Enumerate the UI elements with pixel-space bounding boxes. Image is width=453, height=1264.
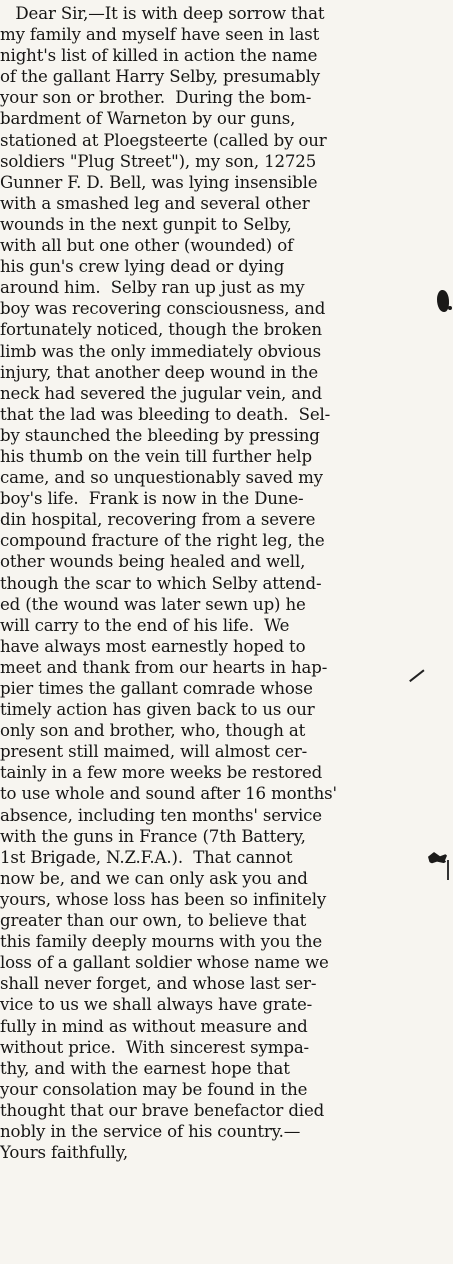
text-line: neck had severed the jugular vein, and [0, 383, 323, 403]
text-line: my family and myself have seen in last [0, 25, 320, 45]
text-line: your son or brother. During the bom- [0, 88, 312, 108]
text-line: timely action has given back to us our [0, 700, 315, 720]
text-line: limb was the only immediately obvious [0, 341, 322, 361]
text-line: vice to us we shall always have grate- [0, 995, 313, 1015]
text-line: 1st Brigade, N.Z.F.A.). That cannot [0, 847, 293, 867]
text-line: thy, and with the earnest hope that [0, 1058, 290, 1078]
text-line: that the lad was bleeding to death. Sel- [0, 404, 331, 424]
text-line: his gun's crew lying dead or dying [0, 257, 285, 277]
text-line: din hospital, recovering from a severe [0, 510, 316, 530]
text-line: other wounds being healed and well, [0, 552, 306, 572]
text-line: fully in mind as without measure and [0, 1016, 308, 1036]
text-line: tainly in a few more weeks be restored [0, 763, 323, 783]
text-line: of the gallant Harry Selby, presumably [0, 67, 321, 87]
text-line: meet and thank from our hearts in hap- [0, 657, 328, 677]
text-line: bardment of Warneton by our guns, [0, 109, 296, 129]
text-line: with all but one other (wounded) of [0, 236, 294, 256]
text-line: stationed at Ploegsteerte (called by our [0, 130, 327, 150]
text-line: only son and brother, who, though at [0, 721, 306, 741]
text-line: injury, that another deep wound in the [0, 362, 318, 382]
text-line: absence, including ten months' service [0, 805, 322, 825]
text-line: night's list of killed in action the name [0, 46, 318, 66]
text-line: his thumb on the vein till further help [0, 446, 312, 466]
text-line: compound fracture of the right leg, the [0, 531, 325, 551]
text-line: Gunner F. D. Bell, was lying insensible [0, 172, 318, 192]
text-line: shall never forget, and whose last ser- [0, 974, 317, 994]
text-line: wounds in the next gunpit to Selby, [0, 214, 292, 234]
closing-line: Yours faithfully, [0, 1143, 128, 1163]
text-line: pier times the gallant comrade whose [0, 679, 313, 698]
text-line: boy was recovering consciousness, and [0, 299, 326, 319]
ink-speck-mark [448, 306, 452, 310]
letter-body [0, 3, 453, 1163]
ink-stroke-mark [447, 860, 449, 880]
text-line: present still maimed, will almost cer- [0, 742, 308, 762]
text-line: came, and so unquestionably saved my [0, 468, 323, 488]
text-line: with the guns in France (7th Battery, [0, 826, 306, 846]
text-line: your consolation may be found in the [0, 1079, 308, 1099]
text-line: greater than our own, to believe that [0, 911, 307, 931]
text-line: loss of a gallant soldier whose name we [0, 953, 329, 973]
text-line: this family deeply mourns with you the [0, 932, 323, 952]
text-line: soldiers "Plug Street"), my son, 12725 [0, 151, 317, 171]
text-line: yours, whose loss has been so infinitely [0, 889, 327, 909]
text-line: by staunched the bleeding by pressing [0, 425, 320, 445]
text-line: Dear Sir,—It is with deep sorrow that [0, 4, 325, 23]
text-line: will carry to the end of his life. We [0, 615, 290, 635]
text-line: thought that our brave benefactor died [0, 1100, 325, 1120]
text-line: nobly in the service of his country.— [0, 1121, 301, 1141]
text-line: around him. Selby ran up just as my [0, 278, 305, 298]
text-line: with a smashed leg and several other [0, 193, 310, 213]
text-line: fortunately noticed, though the broken [0, 320, 322, 340]
text-line: to use whole and sound after 16 months' [0, 784, 337, 804]
text-line: now be, and we can only ask you and [0, 868, 308, 888]
text-line: without price. With sincerest sympa- [0, 1037, 310, 1057]
text-line: boy's life. Frank is now in the Dune- [0, 489, 304, 509]
text-line: though the scar to which Selby attend- [0, 573, 322, 593]
text-line: ed (the wound was later sewn up) he [0, 594, 306, 614]
text-line: have always most earnestly hoped to [0, 636, 306, 656]
